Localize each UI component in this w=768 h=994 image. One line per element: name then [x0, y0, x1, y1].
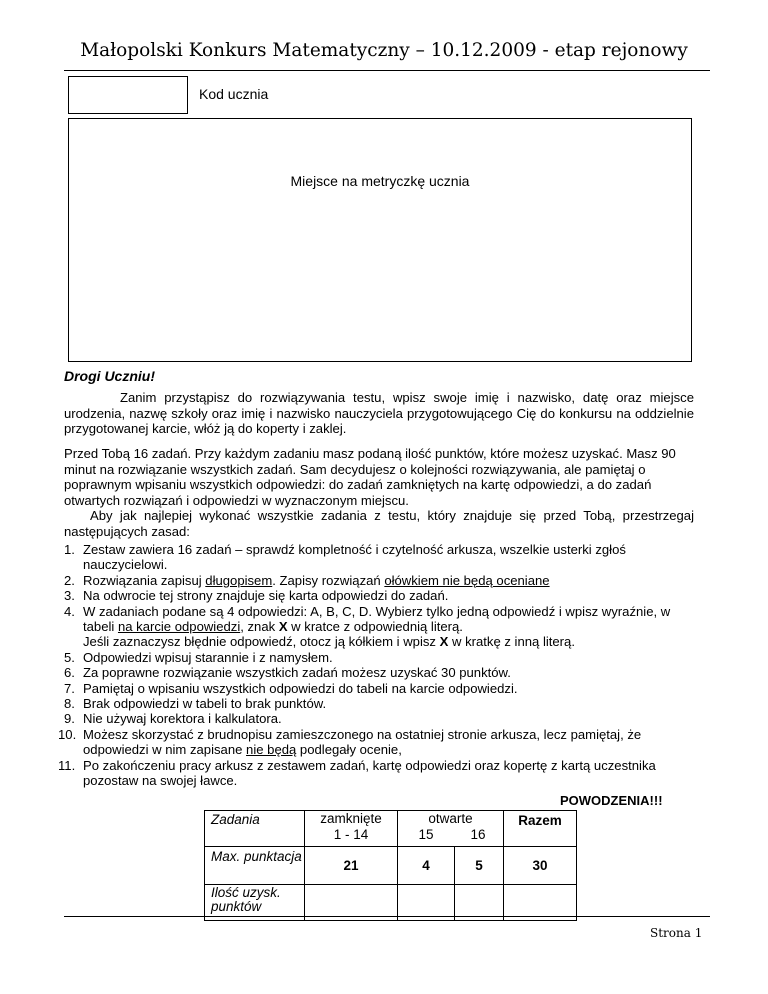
score-header-tasks: Zadania	[205, 811, 305, 847]
rule-item: 2. Rozwiązania zapisuj długopisem. Zapisy rozwiązań ołówkiem nie będą oceniane	[64, 572, 550, 588]
page-number: Strona 1	[650, 926, 703, 940]
greeting-heading: Drogi Uczniu!	[64, 368, 155, 384]
footer-divider	[64, 916, 710, 917]
rule-item: 7. Pamiętaj o wpisaniu wszystkich odpowiedzi do tabeli na karcie odpowiedzi.	[64, 680, 518, 696]
student-label-box	[68, 118, 692, 362]
rule-item: 8. Brak odpowiedzi w tabeli to brak punktów.	[64, 696, 327, 712]
score-header-open: otwarte 15 16	[398, 811, 504, 847]
rule-item: 9. Nie używaj korektora i kalkulatora.	[64, 711, 282, 727]
rules-list	[58, 542, 694, 789]
instructions-paragraph: Przed Tobą 16 zadań. Przy każdym zadaniu masz podaną ilość punktów, które możesz uzyskać. Masz 90 minut na rozwiązanie wszystkich zadań. Sam decydujesz o kolejności rozwiązywania, ale pamiętaj o poprawnym wpisaniu wszystkich odpowiedzi: do zadań zamkniętych na kartę odpowiedzi, a do zadań otwartych rozwiązań i odpowiedzi w wyznaczonym miejscu.	[64, 446, 676, 508]
student-label-caption: Miejsce na metryczkę ucznia	[290, 173, 470, 189]
student-code-box[interactable]	[68, 76, 188, 114]
rule-item: 5. Odpowiedzi wpisuj starannie i z namysłem.	[64, 649, 333, 665]
rule-item: 4. W zadaniach podane są 4 odpowiedzi: A, B, C, D. Wybierz tylko jedną odpowiedź i wpisz wyraźnie, w tabeli na karcie odpowiedzi, znak X w kratce z odpowiednią literą. Jeśli zaznaczysz błędnie odpowiedź, otocz ją kółkiem i wpisz X w kratkę z inną literą.	[64, 603, 671, 650]
rule-item: 3. Na odwrocie tej strony znajduje się karta odpowiedzi do zadań.	[64, 588, 449, 604]
rule-item: 11. Po zakończeniu pracy arkusz z zestawem zadań, kartę odpowiedzi oraz kopertę z kartą uczestnika pozostaw na swojej ławce.	[58, 757, 656, 789]
page-header-title: Małopolski Konkurs Matematyczny – 10.12.2009 - etap rejonowy	[80, 40, 688, 61]
intro-paragraph: Zanim przystąpisz do rozwiązywania testu, wpisz swoje imię i nazwisko, datę oraz miejsce urodzenia, nazwę szkoły oraz imię i nazwisko nauczyciela przygotowującego Cię do konkursu na oddzielnie przygotowanej karcie, włóż ją do koperty i zaklej.	[64, 390, 694, 436]
score-table-max-row	[205, 847, 577, 885]
score-header-total: Razem	[504, 811, 577, 847]
rules-intro-paragraph: Aby jak najlepiej wykonać wszystkie zadania z testu, który znajduje się przed Tobą, przestrzegaj następujących zasad:	[64, 508, 694, 539]
score-max-16: 5	[455, 847, 504, 885]
rule-item: 10. Możesz skorzystać z brudnopisu zamieszczonego na ostatniej stronie arkusza, lecz pamiętaj, że odpowiedzi w nim zapisane nie będą podlegały ocenie,	[58, 726, 642, 758]
score-max-15: 4	[398, 847, 455, 885]
score-max-total: 30	[504, 847, 577, 885]
header-divider	[64, 70, 710, 71]
score-max-closed: 21	[305, 847, 398, 885]
score-header-closed: zamknięte 1 - 14	[305, 811, 398, 847]
score-table-header-row	[205, 811, 577, 847]
score-row-earned-label: Ilość uzysk. punktów	[205, 885, 305, 921]
score-table	[204, 810, 577, 921]
good-luck-text: POWODZENIA!!!	[560, 793, 663, 808]
rule-item: 1. Zestaw zawiera 16 zadań – sprawdź kompletność i czytelność arkusza, wszelkie usterki zgłoś nauczycielowi.	[64, 542, 626, 573]
score-row-max-label: Max. punktacja	[205, 847, 305, 885]
student-code-label: Kod ucznia	[199, 86, 269, 102]
rule-item: 6. Za poprawne rozwiązanie wszystkich zadań możesz uzyskać 30 punktów.	[64, 665, 511, 681]
